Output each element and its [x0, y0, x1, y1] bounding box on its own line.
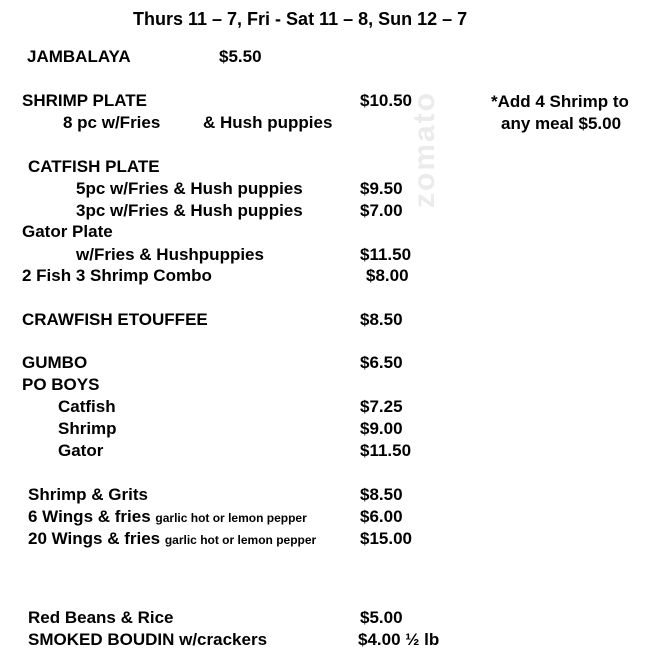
addon-line1: *Add 4 Shrimp to — [491, 92, 629, 111]
shrimp-grits-name: Shrimp & Grits — [28, 485, 148, 504]
wings-20-name: 20 Wings & fries — [28, 529, 161, 548]
shrimp-plate-detail-a: 8 pc w/Fries — [63, 113, 161, 132]
wings-20-note: garlic hot or lemon pepper — [164, 533, 317, 547]
catfish-option-5pc: 5pc w/Fries & Hush puppies — [76, 179, 303, 198]
wings-20-price: $15.00 — [360, 529, 412, 548]
po-boy-shrimp-price: $9.00 — [360, 419, 403, 438]
shrimp-plate-detail-b: & Hush puppies — [203, 113, 333, 132]
shrimp-plate-price: $10.50 — [360, 91, 412, 110]
po-boy-catfish-price: $7.25 — [360, 397, 403, 416]
boudin-price: $4.00 ½ lb — [358, 630, 440, 649]
wings-20-row — [28, 529, 316, 550]
gator-plate-detail: w/Fries & Hushpuppies — [76, 245, 264, 264]
red-beans-name: Red Beans & Rice — [28, 608, 174, 627]
catfish-plate-name: CATFISH PLATE — [28, 157, 160, 176]
po-boy-gator-price: $11.50 — [360, 441, 412, 460]
gumbo-price: $6.50 — [360, 353, 403, 372]
addon-line2: any meal $5.00 — [501, 114, 622, 133]
catfish-option-3pc: 3pc w/Fries & Hush puppies — [76, 201, 303, 220]
gumbo-name: GUMBO — [22, 353, 88, 372]
combo-price: $8.00 — [366, 266, 409, 285]
catfish-price-5pc: $9.50 — [360, 179, 403, 198]
wings-6-price: $6.00 — [360, 507, 403, 526]
red-beans-price: $5.00 — [360, 608, 403, 627]
wings-6-note: garlic hot or lemon pepper — [155, 511, 307, 525]
jambalaya-price: $5.50 — [219, 47, 262, 66]
shrimp-plate-name: SHRIMP PLATE — [22, 91, 147, 110]
catfish-price-3pc: $7.00 — [360, 201, 403, 220]
po-boy-shrimp: Shrimp — [58, 419, 117, 438]
po-boy-gator: Gator — [58, 441, 104, 460]
shrimp-grits-price: $8.50 — [360, 485, 403, 504]
crawfish-price: $8.50 — [360, 310, 403, 329]
wings-6-name: 6 Wings & fries — [28, 507, 151, 526]
crawfish-name: CRAWFISH ETOUFFEE — [22, 310, 208, 329]
gator-plate-name: Gator Plate — [22, 222, 113, 241]
gator-plate-price: $11.50 — [360, 245, 412, 264]
jambalaya-name: JAMBALAYA — [27, 47, 131, 66]
po-boy-catfish: Catfish — [58, 397, 116, 416]
combo-name: 2 Fish 3 Shrimp Combo — [22, 266, 212, 285]
hours-header: Thurs 11 – 7, Fri - Sat 11 – 8, Sun 12 – 7 — [133, 9, 468, 29]
po-boys-heading: PO BOYS — [22, 375, 100, 394]
wings-6-row — [28, 507, 307, 528]
watermark-text: zomato — [408, 91, 441, 208]
boudin-name: SMOKED BOUDIN w/crackers — [28, 630, 268, 649]
